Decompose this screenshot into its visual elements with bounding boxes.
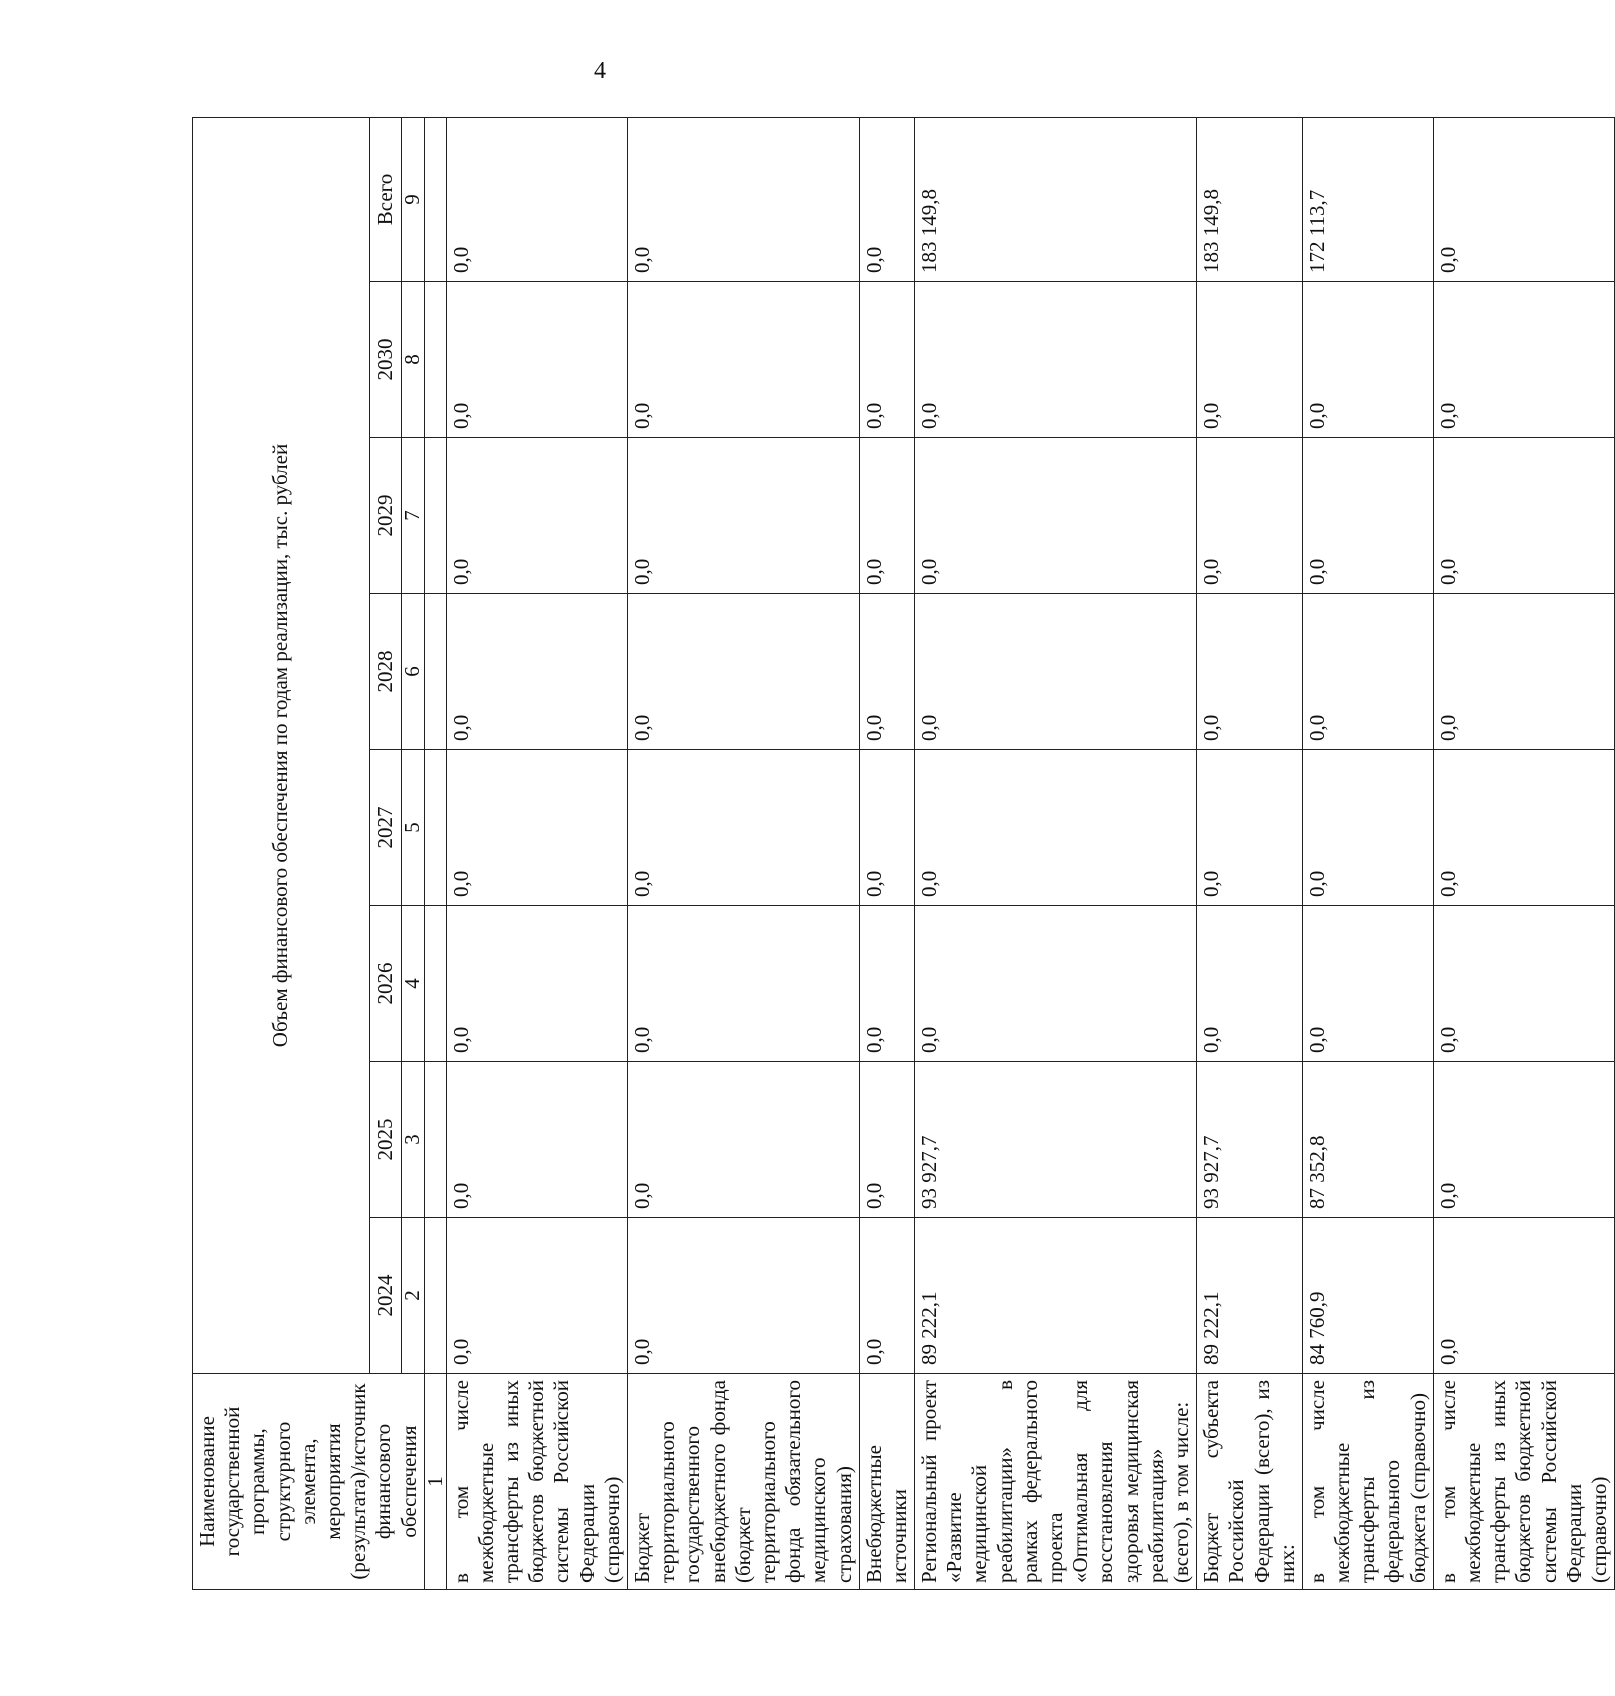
value-cell: 0,0 bbox=[628, 906, 860, 1062]
value-cell: 0,0 bbox=[859, 282, 914, 438]
value-cell: 0,0 bbox=[628, 594, 860, 750]
table-row bbox=[1197, 117, 1303, 1589]
value-cell: 0,0 bbox=[1433, 1218, 1614, 1374]
table-row bbox=[1302, 117, 1433, 1589]
value-cell: 0,0 bbox=[446, 117, 627, 281]
value-cell: 89 222,1 bbox=[1197, 1218, 1303, 1374]
value-cell: 93 927,7 bbox=[1197, 1062, 1303, 1218]
value-cell: 0,0 bbox=[859, 750, 914, 906]
value-cell: 0,0 bbox=[628, 117, 860, 281]
value-cell: 0,0 bbox=[1433, 117, 1614, 281]
column-index: 6 bbox=[401, 594, 424, 750]
column-index: 1 bbox=[424, 1374, 446, 1590]
value-cell: 0,0 bbox=[446, 282, 627, 438]
empty-cell bbox=[424, 117, 446, 281]
value-cell: 0,0 bbox=[859, 438, 914, 594]
value-cell: 0,0 bbox=[1302, 594, 1433, 750]
empty-cell bbox=[424, 906, 446, 1062]
empty-cell bbox=[424, 438, 446, 594]
value-cell: 0,0 bbox=[1197, 594, 1303, 750]
table-row bbox=[915, 117, 1197, 1589]
value-cell: 0,0 bbox=[859, 1062, 914, 1218]
value-cell: 0,0 bbox=[446, 1062, 627, 1218]
table-row bbox=[1433, 117, 1614, 1589]
value-cell: 0,0 bbox=[446, 1218, 627, 1374]
column-index: 7 bbox=[401, 438, 424, 594]
value-cell: 0,0 bbox=[1433, 438, 1614, 594]
value-cell: 0,0 bbox=[915, 906, 1197, 1062]
value-cell: 0,0 bbox=[628, 1218, 860, 1374]
first-column-index-row bbox=[424, 117, 446, 1589]
value-cell: 0,0 bbox=[446, 438, 627, 594]
value-cell: 0,0 bbox=[1302, 438, 1433, 594]
years-row bbox=[369, 117, 401, 1589]
value-cell: 0,0 bbox=[628, 1062, 860, 1218]
value-cell: 0,0 bbox=[915, 438, 1197, 594]
value-cell: 183 149,8 bbox=[915, 117, 1197, 281]
column-index: 2 bbox=[401, 1218, 424, 1374]
value-cell: 0,0 bbox=[1302, 906, 1433, 1062]
value-cell: 0,0 bbox=[1197, 750, 1303, 906]
row-name: Внебюджетные источники bbox=[859, 1374, 914, 1590]
empty-cell bbox=[424, 1218, 446, 1374]
value-cell: 0,0 bbox=[628, 438, 860, 594]
table-row bbox=[446, 117, 627, 1589]
value-cell: 183 149,8 bbox=[1197, 117, 1303, 281]
column-index-row bbox=[401, 117, 424, 1589]
value-cell: 0,0 bbox=[1433, 750, 1614, 906]
value-cell: 0,0 bbox=[859, 117, 914, 281]
table-body bbox=[424, 117, 1614, 1589]
value-cell: 84 760,9 bbox=[1302, 1218, 1433, 1374]
empty-cell bbox=[424, 282, 446, 438]
value-cell: 0,0 bbox=[915, 750, 1197, 906]
year-header: Всего bbox=[369, 117, 401, 281]
empty-cell bbox=[424, 594, 446, 750]
row-name: Бюджет субъекта Российской Федерации (всего), из них: bbox=[1197, 1374, 1303, 1590]
value-cell: 0,0 bbox=[628, 282, 860, 438]
column-index: 3 bbox=[401, 1062, 424, 1218]
value-cell: 172 113,7 bbox=[1302, 117, 1433, 281]
value-cell: 0,0 bbox=[1433, 594, 1614, 750]
row-name: Региональный проект «Развитие медицинской реабилитации» в рамках федерального проекта «Оптимальная для восстановления здоровья медицинская реабилитация» (всего), в том числе: bbox=[915, 1374, 1197, 1590]
column-index: 5 bbox=[401, 750, 424, 906]
value-cell: 0,0 bbox=[1433, 282, 1614, 438]
page-number: 4 bbox=[594, 58, 606, 84]
value-cell: 0,0 bbox=[446, 906, 627, 1062]
value-cell: 93 927,7 bbox=[915, 1062, 1197, 1218]
value-cell: 0,0 bbox=[1197, 906, 1303, 1062]
financing-table bbox=[192, 117, 1615, 1590]
value-cell: 0,0 bbox=[446, 750, 627, 906]
value-cell: 0,0 bbox=[1197, 438, 1303, 594]
value-cell: 0,0 bbox=[859, 594, 914, 750]
table-row bbox=[628, 117, 860, 1589]
value-cell: 0,0 bbox=[915, 594, 1197, 750]
year-header: 2025 bbox=[369, 1062, 401, 1218]
row-name: Бюджет территориального государственного внебюджетного фонда (бюджет территориального фонда обязательного медицинского страхования) bbox=[628, 1374, 860, 1590]
column-index: 4 bbox=[401, 906, 424, 1062]
value-cell: 0,0 bbox=[915, 282, 1197, 438]
value-cell: 0,0 bbox=[446, 594, 627, 750]
value-cell: 87 352,8 bbox=[1302, 1062, 1433, 1218]
column-index: 9 bbox=[401, 117, 424, 281]
value-cell: 0,0 bbox=[628, 750, 860, 906]
year-header: 2026 bbox=[369, 906, 401, 1062]
value-cell: 0,0 bbox=[859, 906, 914, 1062]
rotated-table-container bbox=[192, 118, 1611, 1590]
column-index: 8 bbox=[401, 282, 424, 438]
header-name: Наименование государственной программы, структурного элемента, мероприятия (результата)/источник финансового обеспечения bbox=[193, 1374, 425, 1590]
value-cell: 0,0 bbox=[1302, 282, 1433, 438]
row-name: в том числе межбюджетные трансферты из федерального бюджета (справочно) bbox=[1302, 1374, 1433, 1590]
table-row bbox=[859, 117, 914, 1589]
year-header: 2027 bbox=[369, 750, 401, 906]
empty-cell bbox=[424, 1062, 446, 1218]
header-group: Объем финансового обеспечения по годам реализации, тыс. рублей bbox=[193, 117, 370, 1373]
value-cell: 89 222,1 bbox=[915, 1218, 1197, 1374]
year-header: 2024 bbox=[369, 1218, 401, 1374]
value-cell: 0,0 bbox=[1197, 282, 1303, 438]
empty-cell bbox=[424, 750, 446, 906]
row-name: в том числе межбюджетные трансферты из иных бюджетов бюджетной системы Российской Федерации (справочно) bbox=[1433, 1374, 1614, 1590]
year-header: 2028 bbox=[369, 594, 401, 750]
row-name: в том числе межбюджетные трансферты из иных бюджетов бюджетной системы Российской Федерации (справочно) bbox=[446, 1374, 627, 1590]
value-cell: 0,0 bbox=[1433, 906, 1614, 1062]
value-cell: 0,0 bbox=[1302, 750, 1433, 906]
year-header: 2029 bbox=[369, 438, 401, 594]
value-cell: 0,0 bbox=[1433, 1062, 1614, 1218]
value-cell: 0,0 bbox=[859, 1218, 914, 1374]
year-header: 2030 bbox=[369, 282, 401, 438]
